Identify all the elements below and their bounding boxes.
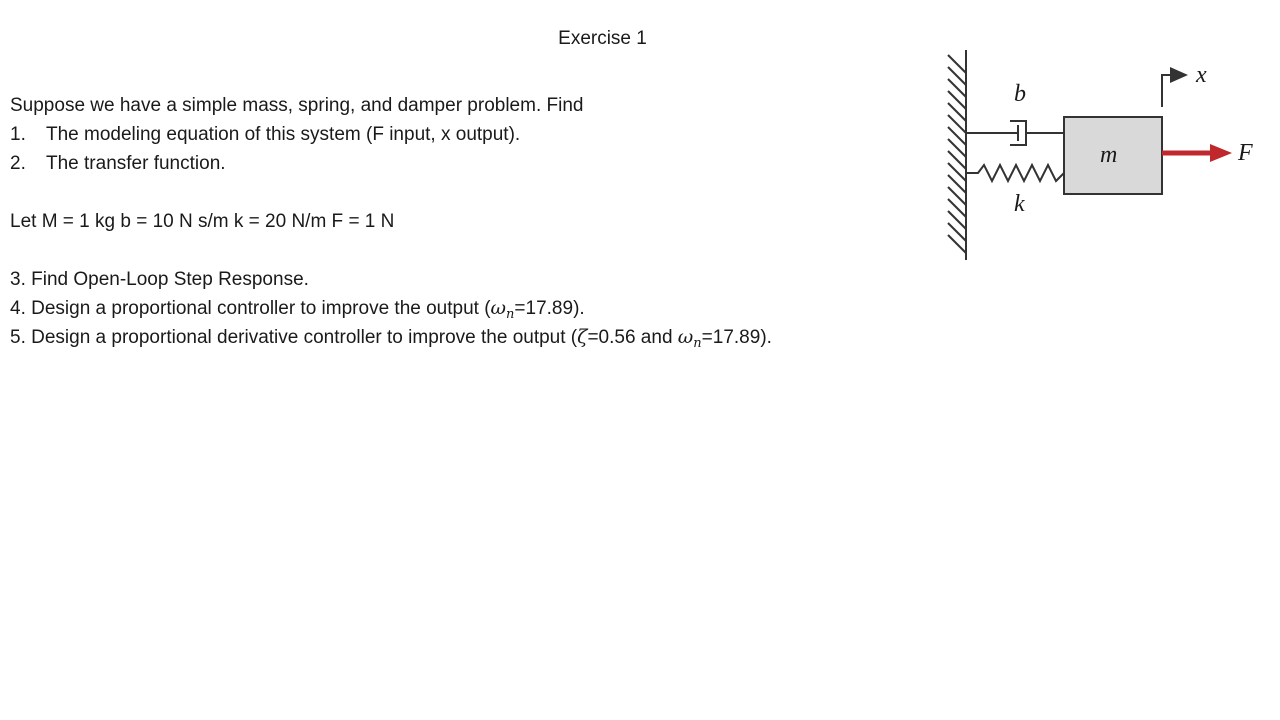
omega-symbol: $\omega_n$ bbox=[490, 297, 515, 322]
displacement-arrow bbox=[1162, 75, 1186, 107]
parameters-line: Let M = 1 kg b = 10 N s/m k = 20 N/m F = 1 N bbox=[10, 211, 395, 232]
displacement-label: x bbox=[1196, 62, 1207, 88]
spacer bbox=[10, 178, 772, 207]
step-3: 3. Find Open-Loop Step Response. bbox=[10, 269, 309, 290]
mass-label: m bbox=[1100, 142, 1118, 168]
wall bbox=[948, 50, 966, 260]
task-item-2 bbox=[10, 149, 772, 178]
step-5-mid: =0.56 and bbox=[587, 327, 678, 348]
problem-text bbox=[10, 91, 772, 352]
spring bbox=[966, 165, 1064, 181]
spring-label: k bbox=[1014, 191, 1025, 217]
force-arrow bbox=[1162, 144, 1232, 162]
step-4 bbox=[10, 294, 772, 323]
step-5-value: =17.89). bbox=[701, 327, 772, 348]
spacer bbox=[10, 236, 772, 265]
zeta-symbol: ζ bbox=[577, 326, 588, 348]
damper-label: b bbox=[1014, 81, 1026, 107]
omega-symbol: $\omega_n$ bbox=[677, 326, 702, 351]
damper bbox=[966, 121, 1064, 145]
mass-spring-damper-diagram bbox=[940, 45, 1270, 267]
task-item-1 bbox=[10, 120, 772, 149]
step-5-text: 5. Design a proportional derivative controller to improve the output ( bbox=[10, 327, 578, 348]
task-text: The transfer function. bbox=[46, 153, 226, 174]
force-label: F bbox=[1238, 140, 1253, 166]
task-number: 1. bbox=[10, 124, 26, 145]
slide-title: Exercise 1 bbox=[558, 28, 647, 49]
task-text: The modeling equation of this system (F input, x output). bbox=[46, 124, 521, 145]
step-5 bbox=[10, 323, 772, 352]
step-4-text: 4. Design a proportional controller to improve the output ( bbox=[10, 298, 491, 319]
intro-line: Suppose we have a simple mass, spring, and damper problem. Find bbox=[10, 95, 584, 116]
step-4-value: =17.89). bbox=[514, 298, 585, 319]
task-number: 2. bbox=[10, 153, 26, 174]
